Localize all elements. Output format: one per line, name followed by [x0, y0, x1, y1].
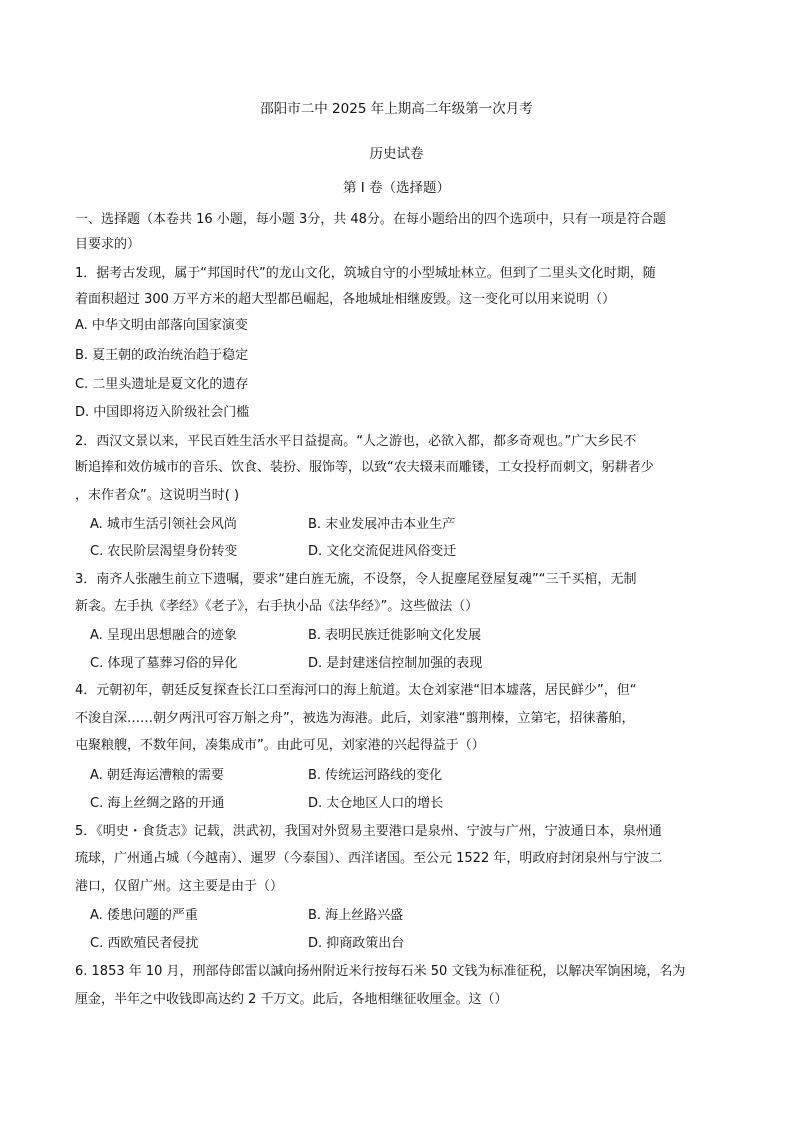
question-text-line: 3．南齐人张融生前立下遗嘱，要求“建白旌无旒，不设祭，令人捉麈尾登屋复魂”“三千买棺，无制 — [75, 572, 637, 587]
option-c: C. 二里头遗址是夏文化的遗存 — [75, 377, 249, 392]
option-a: A. 倭患问题的严重 — [90, 908, 198, 923]
option-d: D. 是封建迷信控制加强的表现 — [308, 656, 483, 671]
question-text-line: 4．元朝初年，朝廷反复探查长江口至海河口的海上航道。太仓刘家港“旧本墟落，居民鲜少”，但“ — [75, 683, 637, 698]
question-text-line: 6. 1853 年 10 月，刑部侍郎雷以諴向扬州附近米行按每石米 50 文钱为标准征税，以解决军饷困境，名为 — [75, 964, 686, 979]
subject-title: 历史试卷 — [369, 146, 424, 162]
question-text-line: ，末作者众”。这说明当时( ) — [75, 488, 240, 503]
option-d: D. 中国即将迈入阶级社会门槛 — [75, 405, 250, 420]
option-d: D. 抑商政策出台 — [308, 936, 405, 951]
option-b: B. 夏王朝的政治统治趋于稳定 — [75, 348, 249, 363]
question-text-line: 厘金，半年之中收钱即高达约 2 千万文。此后，各地相继征收厘金。这（） — [75, 992, 508, 1007]
option-c: C. 西欧殖民者侵扰 — [90, 936, 199, 951]
instructions-line: 目要求的） — [75, 237, 141, 252]
question-text-line: 港口，仅留广州。这主要是由于（） — [75, 879, 284, 894]
question-text-line: 屯聚粮艘，不数年间，凑集成市”。由此可见，刘家港的兴起得益于（） — [75, 738, 485, 753]
option-c: C. 体现了墓葬习俗的异化 — [90, 656, 238, 671]
question-text-line: 琉球，广州通占城（今越南）、暹罗（今泰国）、西洋诸国。至公元 1522 年，明政府封闭泉州与宁波二 — [75, 851, 663, 866]
question-text-line: 着面积超过 300 万平方米的超大型都邑崛起，各地城址相继废毁。这一变化可以用来说明（） — [75, 292, 616, 307]
option-a: A. 呈现出思想融合的迹象 — [90, 628, 237, 643]
option-b: B. 海上丝路兴盛 — [308, 908, 404, 923]
option-a: A. 城市生活引领社会风尚 — [90, 517, 237, 532]
option-c: C. 海上丝绸之路的开通 — [90, 796, 225, 811]
option-a: A. 中华文明由部落向国家演变 — [75, 318, 248, 333]
option-b: B. 末业发展冲击本业生产 — [308, 517, 456, 532]
question-text-line: 5．《明史・食货志》记载，洪武初，我国对外贸易主要港口是泉州、宁波与广州，宁波通日本，泉州通 — [75, 824, 662, 839]
question-text-line: 2．西汉文景以来，平民百姓生活水平日益提高。“人之游也，必欲入都，都多奇观也。”广大乡民不 — [75, 434, 637, 449]
option-a: A. 朝廷海运漕粮的需要 — [90, 768, 224, 783]
option-c: C. 农民阶层渴望身份转变 — [90, 544, 238, 559]
instructions-line: 一、选择题（本卷共 16 小题，每小题 3分，共 48分。在每小题给出的四个选项中，只有一项是符合题 — [75, 212, 666, 227]
option-b: B. 表明民族迁徙影响文化发展 — [308, 628, 482, 643]
question-text-line: 1．据考古发现，属于“邦国时代”的龙山文化，筑城自守的小型城址林立。但到了二里头文化时期，随 — [75, 266, 656, 281]
option-d: D. 太仓地区人口的增长 — [308, 796, 444, 811]
option-b: B. 传统运河路线的变化 — [308, 768, 443, 783]
volume-title: 第 I 卷（选择题） — [342, 180, 451, 196]
question-text-line: 断追捧和效仿城市的音乐、饮食、装扮、服饰等，以致“农夫辍耒而雕镂，工女投杼而刺文，躬耕者少 — [75, 460, 654, 475]
question-text-line: 新衾。左手执《孝经》《老子》，右手执小品《法华经》”。这些做法（） — [75, 599, 479, 614]
option-d: D. 文化交流促进风俗变迁 — [308, 544, 457, 559]
question-text-line: 不浚自深……朝夕两汛可容万斛之舟”，被选为海港。此后，刘家港“翦荆榛，立第宅，招徕蕃舶， — [75, 711, 635, 726]
exam-title: 邵阳市二中 2025 年上期高二年级第一次月考 — [260, 101, 533, 117]
